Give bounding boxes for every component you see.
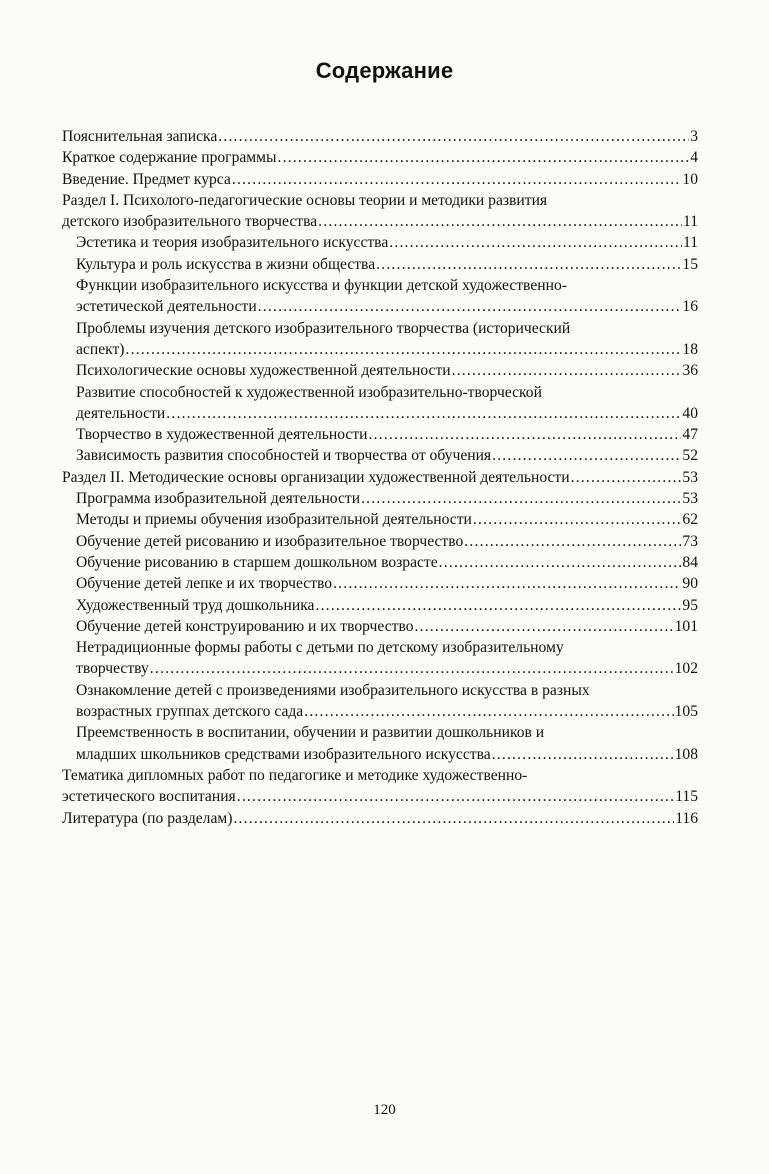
toc-entry-body: [76, 616, 698, 637]
toc-entry-title: Обучение детей лепке и их творчество: [76, 575, 333, 593]
toc-entry-last-line: [76, 616, 698, 637]
toc-entry-last-line: [76, 445, 698, 466]
toc-entry-body: [62, 126, 698, 147]
toc-entry-title: Зависимость развития способностей и творчества от обучения: [76, 447, 492, 465]
toc-entry-title: Обучение рисованию в старшем дошкольном возрасте: [76, 553, 438, 571]
toc-entry-body: [62, 765, 698, 808]
toc-entry-body: [76, 552, 698, 573]
dot-leader: [376, 254, 681, 275]
toc-entry-last-line: [62, 808, 698, 829]
toc-entry[interactable]: [62, 360, 698, 381]
dot-leader: [258, 296, 682, 317]
toc-entry-body: [76, 275, 698, 318]
dot-leader: [571, 467, 682, 488]
toc-entry[interactable]: [62, 254, 698, 275]
toc-page-number: 73: [682, 532, 698, 550]
dot-leader: [150, 658, 674, 679]
toc-entry-body: [76, 573, 698, 594]
toc-entry-title-line: Преемственность в воспитании, обучении и развитии дошкольников и: [76, 724, 545, 742]
toc-entry-body: [76, 637, 698, 680]
toc-entry-last-line: [62, 786, 698, 807]
toc-entry-title: Программа изобразительной деятельности: [76, 490, 361, 508]
dot-leader: [492, 445, 681, 466]
toc-entry-last-line: [62, 211, 698, 232]
toc-entry-body: [76, 254, 698, 275]
toc-entry-body: [76, 382, 698, 425]
dot-leader: [318, 211, 682, 232]
toc-page-number: 11: [682, 234, 698, 252]
dot-leader: [233, 808, 674, 829]
toc-entry[interactable]: [62, 318, 698, 361]
toc-entry-body: [76, 445, 698, 466]
toc-entry-body: [76, 424, 698, 445]
toc-entry-body: [76, 509, 698, 530]
toc-entry-title: Методы и приемы обучения изобразительной деятельности: [76, 511, 472, 529]
dot-leader: [304, 701, 673, 722]
toc-entry-body: [76, 680, 698, 723]
toc-entry-body: [62, 808, 698, 829]
toc-entry-title: Обучение детей конструированию и их творчество: [76, 617, 414, 635]
toc-entry[interactable]: [62, 147, 698, 168]
toc-entry[interactable]: [62, 637, 698, 680]
toc-page-number: 84: [682, 553, 698, 571]
toc-entry[interactable]: [62, 680, 698, 723]
toc-entry-body: [76, 318, 698, 361]
table-of-contents: [62, 126, 698, 829]
toc-entry-title: Краткое содержание программы: [62, 149, 277, 167]
toc-page-number: 116: [675, 809, 698, 827]
toc-page-number: 105: [674, 703, 698, 721]
toc-entry-last-line: [76, 573, 698, 594]
toc-page-number: 102: [674, 660, 698, 678]
dot-leader: [439, 552, 682, 573]
toc-entry-body: [76, 595, 698, 616]
toc-entry-body: [62, 147, 698, 168]
dot-leader: [361, 488, 681, 509]
toc-entry-title: Культура и роль искусства в жизни общества: [76, 255, 376, 273]
toc-entry[interactable]: [62, 424, 698, 445]
toc-entry[interactable]: [62, 126, 698, 147]
toc-entry-title: Раздел II. Методические основы организации художественной деятельности: [62, 468, 570, 486]
toc-entry-last-line: [76, 296, 698, 317]
dot-leader: [237, 786, 674, 807]
toc-entry-title: детского изобразительного творчества: [62, 213, 318, 231]
toc-entry[interactable]: [62, 595, 698, 616]
dot-leader: [278, 147, 690, 168]
toc-entry[interactable]: [62, 808, 698, 829]
toc-entry-last-line: [76, 254, 698, 275]
toc-entry-last-line: [76, 424, 698, 445]
toc-page-number: 115: [675, 788, 698, 806]
toc-entry-title: деятельности: [76, 404, 166, 422]
toc-entry-last-line: [62, 169, 698, 190]
toc-entry-title: эстетического воспитания: [62, 788, 236, 806]
toc-entry-title: Эстетика и теория изобразительного искусства: [76, 234, 389, 252]
toc-entry[interactable]: [62, 445, 698, 466]
toc-entry-last-line: [76, 360, 698, 381]
toc-entry-last-line: [76, 595, 698, 616]
toc-entry-last-line: [62, 467, 698, 488]
toc-page-number: 36: [682, 362, 698, 380]
toc-page-number: 53: [682, 468, 698, 486]
toc-entry-last-line: [62, 147, 698, 168]
dot-leader: [473, 509, 682, 530]
toc-entry-body: [76, 360, 698, 381]
toc-entry-title: Введение. Предмет курса: [62, 170, 231, 188]
toc-entry-last-line: [76, 509, 698, 530]
toc-entry[interactable]: [62, 531, 698, 552]
toc-entry-title: возрастных группах детского сада: [76, 703, 304, 721]
toc-entry-last-line: [76, 531, 698, 552]
toc-entry-last-line: [76, 488, 698, 509]
dot-leader: [232, 169, 682, 190]
toc-entry-title: аспект): [76, 340, 125, 358]
toc-entry-body: [62, 190, 698, 233]
toc-entry[interactable]: [62, 275, 698, 318]
toc-entry-title: Литература (по разделам): [62, 809, 233, 827]
toc-entry-body: [76, 531, 698, 552]
toc-entry-title: творчеству: [76, 660, 149, 678]
toc-page-number: 90: [682, 575, 698, 593]
toc-entry-title: Обучение детей рисованию и изобразительное творчество: [76, 532, 464, 550]
toc-page-number: 18: [682, 340, 698, 358]
toc-entry[interactable]: [62, 382, 698, 425]
toc-entry-title: младших школьников средствами изобразительного искусства: [76, 745, 491, 763]
dot-leader: [492, 744, 674, 765]
toc-page-number: 15: [682, 255, 698, 273]
toc-entry-title-line: Ознакомление детей с произведениями изобразительного искусства в разных: [76, 681, 590, 699]
toc-entry[interactable]: [62, 509, 698, 530]
toc-entry-last-line: [76, 552, 698, 573]
toc-entry-title-line: Нетрадиционные формы работы с детьми по детскому изобразительному: [76, 639, 564, 657]
dot-leader: [368, 424, 681, 445]
toc-entry-last-line: [76, 403, 698, 424]
toc-entry-body: [76, 232, 698, 253]
toc-entry[interactable]: [62, 552, 698, 573]
toc-entry-body: [76, 488, 698, 509]
toc-page-number: 52: [682, 447, 698, 465]
toc-entry[interactable]: [62, 616, 698, 637]
toc-entry-title: Пояснительная записка: [62, 128, 218, 145]
toc-entry-title: эстетической деятельности: [76, 298, 257, 316]
dot-leader: [126, 339, 682, 360]
toc-page-number: 3: [690, 128, 698, 145]
toc-entry-last-line: [76, 658, 698, 679]
toc-page-number: 62: [682, 511, 698, 529]
toc-entry-title: Психологические основы художественной деятельности: [76, 362, 451, 380]
toc-entry-body: [62, 169, 698, 190]
toc-entry-title: Творчество в художественной деятельности: [76, 426, 368, 444]
toc-page-number: 11: [682, 213, 698, 231]
toc-entry[interactable]: [62, 573, 698, 594]
toc-page-number: 95: [682, 596, 698, 614]
toc-entry-title-line: Развитие способностей к художественной изобразительно-творческой: [76, 383, 542, 401]
toc-entry[interactable]: [62, 765, 698, 808]
toc-entry[interactable]: [62, 232, 698, 253]
toc-page-number: 53: [682, 490, 698, 508]
toc-entry-body: [76, 722, 698, 765]
toc-page-number: 4: [690, 149, 698, 167]
toc-page-number: 16: [682, 298, 698, 316]
dot-leader: [333, 573, 681, 594]
dot-leader: [389, 232, 682, 253]
toc-page-number: 10: [682, 170, 698, 188]
toc-entry[interactable]: [62, 169, 698, 190]
toc-entry[interactable]: [62, 488, 698, 509]
toc-entry-last-line: [76, 744, 698, 765]
page-title: Содержание: [315, 58, 454, 83]
toc-page-number: 47: [682, 426, 698, 444]
toc-entry[interactable]: [62, 722, 698, 765]
dot-leader: [218, 126, 689, 147]
toc-entry-title-line: Тематика дипломных работ по педагогике и методике художественно-: [62, 766, 528, 784]
toc-entry-title-line: Проблемы изучения детского изобразительного творчества (исторический: [76, 319, 571, 337]
dot-leader: [166, 403, 681, 424]
dot-leader: [415, 616, 674, 637]
toc-entry-last-line: [76, 701, 698, 722]
toc-entry[interactable]: [62, 467, 698, 488]
toc-page-number: 108: [674, 745, 698, 763]
toc-page-number: 40: [682, 404, 698, 422]
toc-entry-body: [62, 467, 698, 488]
toc-entry-last-line: [76, 232, 698, 253]
toc-entry[interactable]: [62, 190, 698, 233]
toc-entry-title: Художественный труд дошкольника: [76, 596, 315, 614]
dot-leader: [464, 531, 681, 552]
page-number: 120: [373, 1102, 396, 1118]
toc-entry-title-line: Раздел I. Психолого-педагогические основы теории и методики развития: [62, 191, 548, 209]
toc-entry-title-line: Функции изобразительного искусства и функции детской художественно-: [76, 277, 567, 295]
toc-entry-last-line: [76, 339, 698, 360]
dot-leader: [315, 595, 681, 616]
toc-page-number: 101: [674, 617, 698, 635]
toc-entry-last-line: [62, 126, 698, 147]
dot-leader: [452, 360, 682, 381]
